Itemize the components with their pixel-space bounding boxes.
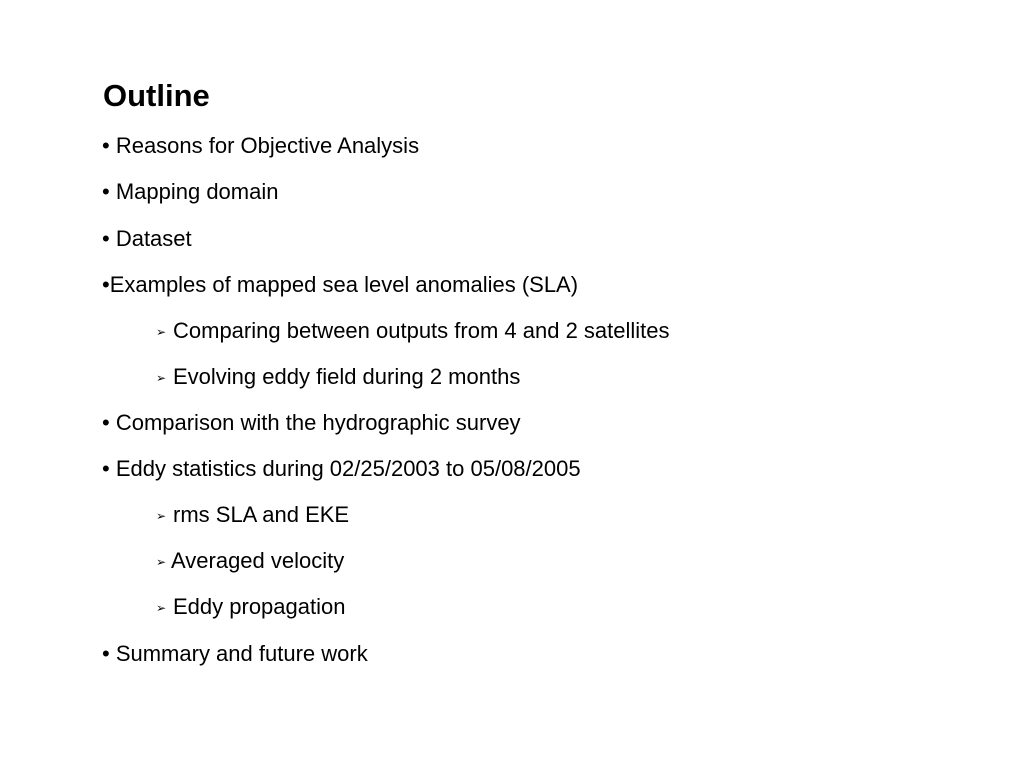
outline-item-text: Dataset: [109, 226, 192, 251]
bullet-icon: •: [102, 226, 110, 251]
arrow-bullet-icon: ➢: [155, 325, 167, 339]
outline-subitem: [155, 363, 520, 392]
outline-item-text: Comparison with the hydrographic survey: [109, 410, 521, 435]
outline-item-text: Examples of mapped sea level anomalies (SLA): [109, 272, 579, 297]
outline-item: [102, 271, 578, 299]
slide-title: Outline: [103, 78, 210, 113]
outline-subitem-text: Evolving eddy field during 2 months: [173, 364, 521, 389]
outline-subitem: [155, 317, 670, 346]
outline-subitem: [155, 547, 344, 576]
outline-subitem-text: Averaged velocity: [171, 548, 345, 573]
bullet-icon: •: [102, 133, 110, 158]
outline-subitem: [155, 501, 349, 530]
outline-item: [102, 178, 278, 206]
outline-item: [102, 409, 521, 437]
outline-item-text: Mapping domain: [109, 179, 279, 204]
arrow-bullet-icon: ➢: [155, 509, 167, 523]
outline-subitem: [155, 593, 345, 622]
outline-item-text: Eddy statistics during 02/25/2003 to 05/08/2005: [109, 456, 581, 481]
arrow-bullet-icon: ➢: [155, 555, 167, 569]
bullet-icon: •: [102, 641, 110, 666]
outline-item: [102, 132, 419, 160]
outline-item: [102, 225, 192, 253]
outline-item-text: Summary and future work: [109, 641, 368, 666]
arrow-bullet-icon: ➢: [155, 371, 167, 385]
bullet-icon: •: [102, 179, 110, 204]
bullet-icon: •: [102, 272, 110, 297]
outline-item-text: Reasons for Objective Analysis: [109, 133, 420, 158]
outline-item: [102, 455, 581, 483]
bullet-icon: •: [102, 410, 110, 435]
outline-subitem-text: rms SLA and EKE: [173, 502, 350, 527]
outline-subitem-text: Eddy propagation: [173, 594, 346, 619]
arrow-bullet-icon: ➢: [155, 601, 167, 615]
outline-item: [102, 640, 368, 668]
outline-subitem-text: Comparing between outputs from 4 and 2 satellites: [173, 318, 670, 343]
bullet-icon: •: [102, 456, 110, 481]
